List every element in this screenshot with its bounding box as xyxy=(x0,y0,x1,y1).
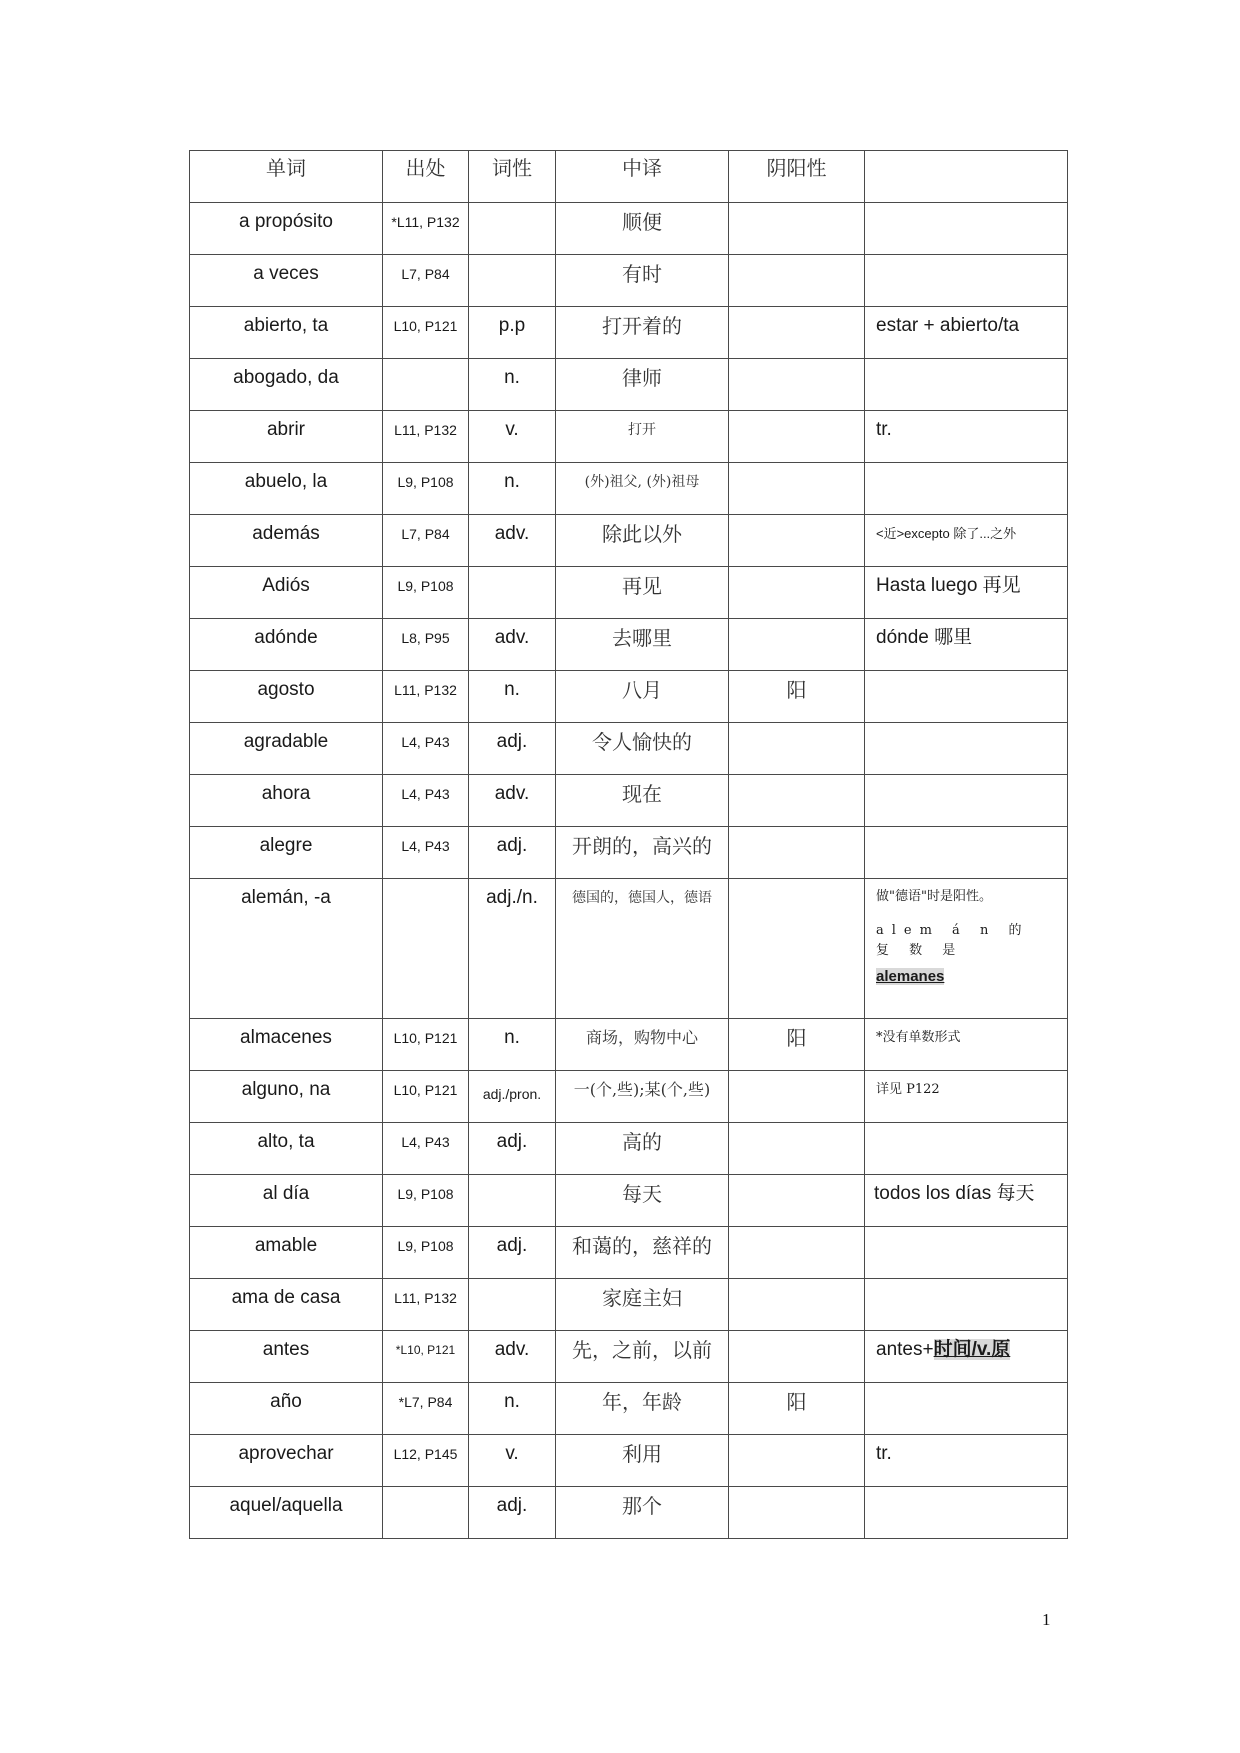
cell-pos: n. xyxy=(469,359,556,411)
cell-pos: v. xyxy=(469,1435,556,1487)
cell-notes xyxy=(865,827,1068,879)
cell-word: año xyxy=(190,1383,383,1435)
cell-translation: 家庭主妇 xyxy=(556,1279,729,1331)
cell-source: L12, P145 xyxy=(383,1435,469,1487)
table-row xyxy=(190,827,1068,879)
cell-source: L11, P132 xyxy=(383,671,469,723)
cell-notes: tr. xyxy=(865,411,1068,463)
table-row xyxy=(190,775,1068,827)
cell-gender xyxy=(729,1175,865,1227)
table-row xyxy=(190,307,1068,359)
cell-translation: (外)祖父, (外)祖母 xyxy=(556,463,729,515)
cell-pos: adj. xyxy=(469,1227,556,1279)
cell-word: almacenes xyxy=(190,1019,383,1071)
cell-pos xyxy=(469,203,556,255)
cell-gender xyxy=(729,723,865,775)
table-row xyxy=(190,411,1068,463)
table-row xyxy=(190,203,1068,255)
cell-source: L9, P108 xyxy=(383,567,469,619)
table-row xyxy=(190,1019,1068,1071)
cell-translation: 年，年龄 xyxy=(556,1383,729,1435)
table-header-row xyxy=(190,151,1068,203)
cell-translation: 一(个,些);某(个,些) xyxy=(556,1071,729,1123)
table-row xyxy=(190,1487,1068,1539)
cell-source: L4, P43 xyxy=(383,827,469,879)
cell-word: alto, ta xyxy=(190,1123,383,1175)
cell-source: *L10, P121 xyxy=(383,1331,469,1383)
table-row xyxy=(190,359,1068,411)
cell-source xyxy=(383,1487,469,1539)
cell-gender xyxy=(729,203,865,255)
cell-translation: 去哪里 xyxy=(556,619,729,671)
cell-translation: 打开 xyxy=(556,411,729,463)
cell-gender xyxy=(729,1279,865,1331)
table-row xyxy=(190,463,1068,515)
cell-gender xyxy=(729,619,865,671)
cell-notes xyxy=(865,723,1068,775)
cell-pos: adj. xyxy=(469,1487,556,1539)
cell-notes: *没有单数形式 xyxy=(865,1019,1068,1071)
cell-source: L7, P84 xyxy=(383,515,469,567)
table-row xyxy=(190,671,1068,723)
cell-source: L10, P121 xyxy=(383,1071,469,1123)
header-gender: 阴阳性 xyxy=(729,151,865,203)
cell-notes xyxy=(865,775,1068,827)
header-word: 单词 xyxy=(190,151,383,203)
cell-notes xyxy=(865,1331,1068,1383)
cell-word: abrir xyxy=(190,411,383,463)
cell-notes xyxy=(865,1279,1068,1331)
cell-gender: 阳 xyxy=(729,671,865,723)
cell-notes xyxy=(865,1487,1068,1539)
cell-translation: 那个 xyxy=(556,1487,729,1539)
cell-translation: 八月 xyxy=(556,671,729,723)
cell-translation: 德国的，德国人，德语 xyxy=(556,879,729,1019)
cell-source: L10, P121 xyxy=(383,1019,469,1071)
cell-source: L11, P132 xyxy=(383,411,469,463)
cell-gender xyxy=(729,1331,865,1383)
cell-notes: Hasta luego 再见 xyxy=(865,567,1068,619)
cell-source: L4, P43 xyxy=(383,723,469,775)
cell-pos: n. xyxy=(469,1383,556,1435)
cell-source: L9, P108 xyxy=(383,463,469,515)
cell-notes xyxy=(865,1383,1068,1435)
cell-notes xyxy=(865,879,1068,1019)
cell-notes xyxy=(865,671,1068,723)
highlighted-note: 时间/v.原 xyxy=(933,1339,1011,1360)
header-translation: 中译 xyxy=(556,151,729,203)
cell-word: abuelo, la xyxy=(190,463,383,515)
cell-pos: adj./pron. xyxy=(469,1071,556,1123)
cell-notes xyxy=(865,203,1068,255)
cell-pos xyxy=(469,567,556,619)
cell-source: L11, P132 xyxy=(383,1279,469,1331)
cell-pos: adv. xyxy=(469,775,556,827)
cell-gender xyxy=(729,463,865,515)
table-row xyxy=(190,255,1068,307)
cell-pos: adj. xyxy=(469,827,556,879)
table-row xyxy=(190,879,1068,1019)
table-row xyxy=(190,1331,1068,1383)
cell-source: L9, P108 xyxy=(383,1227,469,1279)
header-pos: 词性 xyxy=(469,151,556,203)
cell-word: antes xyxy=(190,1331,383,1383)
page-number: 1 xyxy=(1042,1610,1051,1629)
cell-word: alguno, na xyxy=(190,1071,383,1123)
cell-translation: 现在 xyxy=(556,775,729,827)
cell-gender: 阳 xyxy=(729,1383,865,1435)
cell-pos xyxy=(469,1175,556,1227)
cell-gender xyxy=(729,1227,865,1279)
cell-translation: 每天 xyxy=(556,1175,729,1227)
table-row xyxy=(190,1123,1068,1175)
cell-word: Adiós xyxy=(190,567,383,619)
cell-source: L7, P84 xyxy=(383,255,469,307)
note-line: 做"德语"时是阳性。 xyxy=(876,889,992,904)
cell-word: agosto xyxy=(190,671,383,723)
cell-pos: p.p xyxy=(469,307,556,359)
cell-gender xyxy=(729,1435,865,1487)
cell-notes xyxy=(865,1123,1068,1175)
cell-gender xyxy=(729,359,865,411)
cell-gender xyxy=(729,515,865,567)
cell-translation: 先，之前，以前 xyxy=(556,1331,729,1383)
cell-gender xyxy=(729,775,865,827)
vocabulary-table xyxy=(189,150,1068,1539)
cell-word: alemán, -a xyxy=(190,879,383,1019)
cell-notes xyxy=(865,255,1068,307)
cell-notes: dónde 哪里 xyxy=(865,619,1068,671)
cell-word: agradable xyxy=(190,723,383,775)
cell-notes xyxy=(865,359,1068,411)
cell-translation: 开朗的，高兴的 xyxy=(556,827,729,879)
cell-source xyxy=(383,359,469,411)
cell-pos: n. xyxy=(469,1019,556,1071)
cell-pos: n. xyxy=(469,671,556,723)
cell-word: adónde xyxy=(190,619,383,671)
cell-word: aquel/aquella xyxy=(190,1487,383,1539)
header-notes xyxy=(865,151,1068,203)
cell-source: L9, P108 xyxy=(383,1175,469,1227)
table-row xyxy=(190,1071,1068,1123)
cell-notes xyxy=(865,1227,1068,1279)
cell-word: abierto, ta xyxy=(190,307,383,359)
cell-word: abogado, da xyxy=(190,359,383,411)
table-row xyxy=(190,1175,1068,1227)
cell-source: L8, P95 xyxy=(383,619,469,671)
cell-gender xyxy=(729,567,865,619)
cell-translation: 商场，购物中心 xyxy=(556,1019,729,1071)
table-row xyxy=(190,1435,1068,1487)
cell-pos xyxy=(469,1279,556,1331)
highlighted-note: alemanes xyxy=(876,968,945,985)
cell-notes: tr. xyxy=(865,1435,1068,1487)
table-row xyxy=(190,515,1068,567)
cell-gender xyxy=(729,1487,865,1539)
cell-translation: 再见 xyxy=(556,567,729,619)
table-row xyxy=(190,1383,1068,1435)
cell-translation: 利用 xyxy=(556,1435,729,1487)
cell-pos: v. xyxy=(469,411,556,463)
cell-source: L10, P121 xyxy=(383,307,469,359)
cell-gender xyxy=(729,879,865,1019)
cell-word: ahora xyxy=(190,775,383,827)
cell-notes xyxy=(865,463,1068,515)
cell-source xyxy=(383,879,469,1019)
cell-gender xyxy=(729,827,865,879)
table-row xyxy=(190,723,1068,775)
table-row xyxy=(190,1227,1068,1279)
cell-notes: todos los días 每天 xyxy=(865,1175,1068,1227)
table-row xyxy=(190,1279,1068,1331)
cell-translation: 除此以外 xyxy=(556,515,729,567)
cell-pos: n. xyxy=(469,463,556,515)
cell-gender xyxy=(729,411,865,463)
cell-gender xyxy=(729,255,865,307)
cell-source: *L11, P132 xyxy=(383,203,469,255)
header-source: 出处 xyxy=(383,151,469,203)
cell-word: aprovechar xyxy=(190,1435,383,1487)
cell-translation: 有时 xyxy=(556,255,729,307)
cell-pos: adv. xyxy=(469,1331,556,1383)
cell-source: L4, P43 xyxy=(383,775,469,827)
cell-notes: estar + abierto/ta xyxy=(865,307,1068,359)
cell-translation: 律师 xyxy=(556,359,729,411)
note-text: antes+ xyxy=(876,1339,934,1360)
cell-pos: adj./n. xyxy=(469,879,556,1019)
cell-gender xyxy=(729,307,865,359)
cell-word: ama de casa xyxy=(190,1279,383,1331)
cell-notes: 详见 P122 xyxy=(865,1071,1068,1123)
cell-pos: adj. xyxy=(469,723,556,775)
cell-word: alegre xyxy=(190,827,383,879)
cell-translation: 令人愉快的 xyxy=(556,723,729,775)
cell-word: además xyxy=(190,515,383,567)
cell-translation: 和蔼的，慈祥的 xyxy=(556,1227,729,1279)
cell-pos: adj. xyxy=(469,1123,556,1175)
cell-word: a propósito xyxy=(190,203,383,255)
cell-pos: adv. xyxy=(469,619,556,671)
table-row xyxy=(190,567,1068,619)
cell-word: al día xyxy=(190,1175,383,1227)
cell-translation: 高的 xyxy=(556,1123,729,1175)
cell-source: L4, P43 xyxy=(383,1123,469,1175)
cell-gender: 阳 xyxy=(729,1019,865,1071)
cell-pos: adv. xyxy=(469,515,556,567)
cell-gender xyxy=(729,1071,865,1123)
cell-notes: <近>excepto 除了...之外 xyxy=(865,515,1068,567)
cell-pos xyxy=(469,255,556,307)
cell-source: *L7, P84 xyxy=(383,1383,469,1435)
cell-translation: 打开着的 xyxy=(556,307,729,359)
cell-word: a veces xyxy=(190,255,383,307)
cell-gender xyxy=(729,1123,865,1175)
table-row xyxy=(190,619,1068,671)
cell-translation: 顺便 xyxy=(556,203,729,255)
cell-word: amable xyxy=(190,1227,383,1279)
note-line: alem á n 的 复 数 是 xyxy=(876,923,1030,958)
